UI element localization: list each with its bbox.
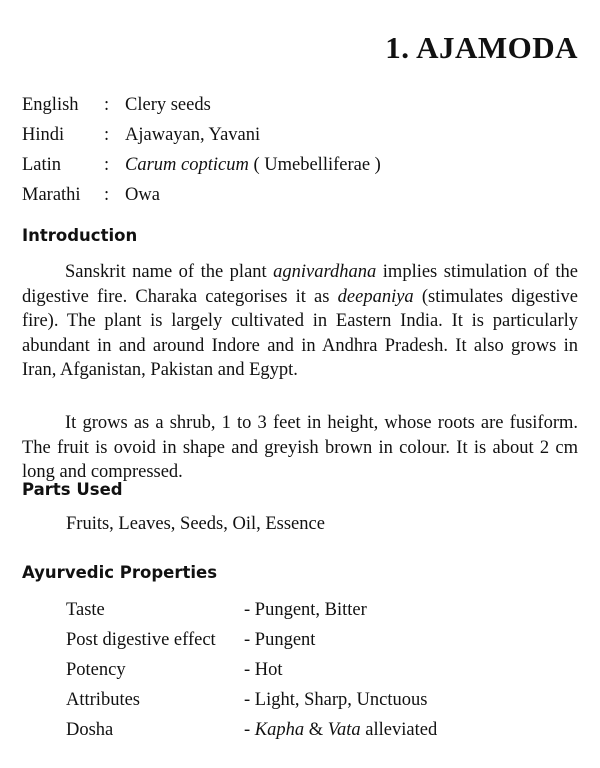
property-key: Taste (66, 600, 105, 620)
latin-binomial: Carum copticum (125, 155, 249, 175)
italic-term: deepaniya (337, 286, 414, 307)
name-separator: : (104, 185, 110, 205)
property-key: Dosha (66, 720, 114, 740)
name-row-latin (22, 150, 582, 180)
italic-term: Vata (327, 720, 361, 740)
name-separator: : (104, 125, 110, 145)
parts-used-heading: Parts Used (22, 480, 123, 499)
property-row-dosha (66, 715, 566, 745)
name-value: Owa (125, 185, 160, 205)
property-row-potency (66, 655, 566, 685)
name-value (125, 150, 381, 180)
text-run: implies stimulation of the digestive fire. Charaka categorises it as (22, 262, 578, 307)
name-label: Marathi (22, 185, 81, 205)
property-row-post-digestive (66, 625, 566, 655)
name-value: Clery seeds (125, 95, 211, 115)
property-row-taste (66, 595, 566, 625)
text-run: - (244, 720, 255, 740)
parts-used-text: Fruits, Leaves, Seeds, Oil, Essence (66, 514, 325, 534)
ayurvedic-properties-heading: Ayurvedic Properties (22, 563, 218, 582)
name-label: English (22, 95, 79, 115)
name-row-hindi (22, 120, 582, 150)
plant-names-list (22, 90, 582, 210)
name-row-english (22, 90, 582, 120)
text-run: (stimulates digestive fire). The plant is largely cultivated in Eastern India. It is particularly abundant in and around Indore and in Andhra Pradesh. It also grows in Iran, Afganistan, Pakistan and Egypt. (22, 286, 578, 380)
property-value: - Hot (244, 660, 283, 680)
property-value: - Pungent (244, 630, 316, 650)
property-key: Potency (66, 660, 126, 680)
name-separator: : (104, 95, 110, 115)
name-row-marathi (22, 180, 582, 210)
introduction-paragraph-2: It grows as a shrub, 1 to 3 feet in height, whose roots are fusiform. The fruit is ovoid in shape and greyish brown in colour. It is about 2 cm long and compressed. (22, 413, 578, 482)
text-run: & (304, 720, 328, 740)
name-value: Ajawayan, Yavani (125, 125, 261, 145)
text-run: Sanskrit name of the plant (65, 262, 274, 282)
introduction-heading: Introduction (22, 226, 138, 245)
property-key: Attributes (66, 690, 140, 710)
italic-term: Kapha (254, 720, 305, 740)
property-key: Post digestive effect (66, 630, 216, 650)
property-value: - Pungent, Bitter (244, 600, 367, 620)
name-label: Latin (22, 155, 62, 175)
property-row-attributes (66, 685, 566, 715)
property-value (244, 715, 437, 745)
property-value: - Light, Sharp, Unctuous (244, 690, 428, 710)
page-title: 1. AJAMODA (385, 30, 578, 65)
italic-term: agnivardhana (273, 262, 377, 282)
name-separator: : (104, 155, 110, 175)
ayurvedic-properties-list (66, 595, 566, 745)
latin-family: ( Umebelliferae ) (248, 155, 381, 175)
name-label: Hindi (22, 125, 65, 145)
introduction-paragraph-1 (22, 260, 578, 383)
text-run: alleviated (360, 720, 438, 740)
